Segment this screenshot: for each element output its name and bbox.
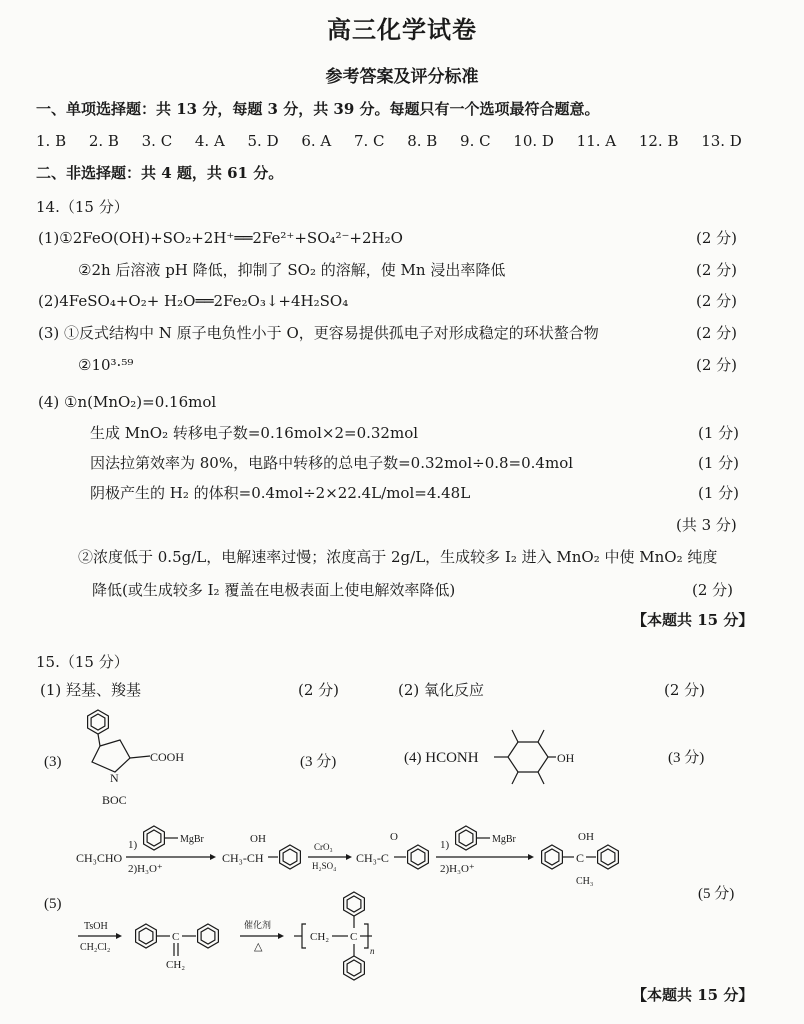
q15-p2-score: (2 分) (664, 681, 706, 699)
section1-heading: 一、单项选择题：共 13 分，每题 3 分，共 39 分。每题只有一个选项最符合题意。 (36, 100, 600, 118)
answer: 13. D (701, 132, 742, 150)
q14-line: 生成 MnO₂ 转移电子数=0.16mol×2=0.32mol (90, 424, 419, 442)
q14-score: (2 分) (696, 229, 738, 247)
reagent-text: CH₃-C (356, 851, 389, 865)
boc-label: BOC (102, 793, 127, 807)
q14-line: (1)①2FeO(OH)+SO₂+2H⁺══2Fe²⁺+SO₄²⁻+2H₂O (38, 229, 403, 247)
answer: 10. D (513, 132, 554, 150)
q14-line: 阴极产生的 H₂ 的体积=0.4mol÷2×22.4L/mol=4.48L (90, 484, 471, 502)
reagent-text: C (576, 851, 585, 865)
answer: 11. A (576, 132, 617, 150)
q15-p5-label: (5) (44, 896, 62, 912)
answer: 5. D (247, 132, 279, 150)
cooh-label: COOH (150, 750, 185, 764)
answer: 4. A (194, 132, 225, 150)
reagent-text: △ (254, 941, 263, 953)
q15-p3-label: (3) (44, 754, 62, 770)
answer: 9. C (460, 132, 491, 150)
n-label: N (110, 771, 119, 785)
q15-p2: (2) 氧化反应 (398, 681, 485, 699)
q14-score: (1 分) (698, 454, 740, 472)
q14-line: ②浓度低于 0.5g/L，电解速率过慢；浓度高于 2g/L，生成较多 I₂ 进入 MnO₂ 中使 MnO₂ 纯度 (78, 548, 718, 566)
answer: 2. B (88, 132, 119, 150)
answer: 7. C (353, 132, 385, 150)
q14-total: 【本题共 15 分】 (632, 611, 754, 629)
reagent-text: CH₃ (576, 876, 594, 887)
reagent-text: C (172, 931, 180, 943)
reagent-text: O (390, 831, 398, 843)
q14-score: (2 分) (696, 261, 738, 279)
reagent-text: OH (250, 833, 266, 845)
q14-line: ②2h 后溶液 pH 降低，抑制了 SO₂ 的溶解，使 Mn 浸出率降低 (78, 261, 506, 279)
q15-p4-label: (4) HCONH (404, 750, 479, 766)
q14-score: (1 分) (698, 424, 740, 442)
reagent-text: 催化剂 (244, 920, 272, 930)
reagent-text: CH₂ (166, 959, 186, 971)
answer: 3. C (141, 132, 173, 150)
page-title: 高三化学试卷 (327, 15, 477, 44)
q14-score: (1 分) (698, 484, 740, 502)
reagent-text: CH₂Cl₂ (80, 942, 111, 953)
reagent-text: MgBr (180, 834, 204, 845)
q14-line: 降低(或生成较多 I₂ 覆盖在电极表面上使电解效率降低) (92, 581, 456, 599)
pyrrolidine-structure (88, 710, 185, 807)
q14-score: (2 分) (692, 581, 734, 599)
q14-line: (4) ①n(MnO₂)=0.16mol (38, 393, 217, 411)
reagent-text: CH₃CHO (76, 851, 123, 865)
q15-p3-score: (3 分) (300, 754, 337, 770)
reagent-text: 1) (440, 839, 450, 851)
reagent-text: OH (578, 831, 594, 843)
q15-p1-score: (2 分) (298, 681, 340, 699)
q14-score: (2 分) (696, 324, 738, 342)
q15-p5-score: (5 分) (698, 886, 735, 902)
q14-line: 因法拉第效率为 80%，电路中转移的总电子数=0.32mol÷0.8=0.4mol (90, 454, 574, 472)
reagent-text: MgBr (492, 834, 516, 845)
section2-heading: 二、非选择题：共 4 题，共 61 分。 (36, 164, 284, 182)
q14-subtotal: (共 3 分) (676, 516, 737, 534)
q14-heading: 14.（15 分） (36, 198, 129, 216)
reagent-text: CrO₃ (314, 842, 333, 852)
reagent-text: n (370, 946, 375, 956)
reagent-text: 2)H₃O⁺ (128, 863, 163, 875)
reagent-text: H₂SO₄ (312, 861, 337, 871)
q15-total: 【本题共 15 分】 (632, 986, 754, 1004)
q15-p4-score: (3 分) (668, 750, 705, 766)
q14-score: (2 分) (696, 356, 738, 374)
reagent-text: TsOH (84, 921, 108, 932)
chemistry-structures (0, 700, 804, 1024)
answer: 1. B (36, 132, 67, 150)
q15-p1: (1) 羟基、羧基 (40, 681, 142, 699)
answer: 12. B (638, 132, 679, 150)
reagent-text: 1) (128, 839, 138, 851)
reagent-text: 2)H₃O⁺ (440, 863, 475, 875)
q14-line: ②10³·⁵⁹ (78, 356, 134, 374)
synthesis-scheme (76, 826, 618, 887)
q15-heading: 15.（15 分） (36, 653, 129, 671)
phenol-structure (494, 730, 575, 784)
q14-line: (3) ①反式结构中 N 原子电负性小于 O，更容易提供孤电子对形成稳定的环状螯合物 (38, 324, 599, 342)
answer: 8. B (407, 132, 438, 150)
oh-label: OH (557, 751, 575, 765)
choice-answers (36, 132, 742, 150)
page-subtitle: 参考答案及评分标准 (325, 67, 479, 87)
reagent-text: CH₂ (310, 931, 330, 943)
q14-line: (2)4FeSO₄+O₂+ H₂O══2Fe₂O₃↓+4H₂SO₄ (38, 292, 349, 310)
benzene-ring-icon (88, 710, 109, 734)
reagent-text: CH₃-CH (222, 851, 264, 865)
answer: 6. A (301, 132, 332, 150)
reagent-text: C (350, 931, 358, 943)
synthesis-scheme-row2 (78, 892, 375, 980)
q14-score: (2 分) (696, 292, 738, 310)
